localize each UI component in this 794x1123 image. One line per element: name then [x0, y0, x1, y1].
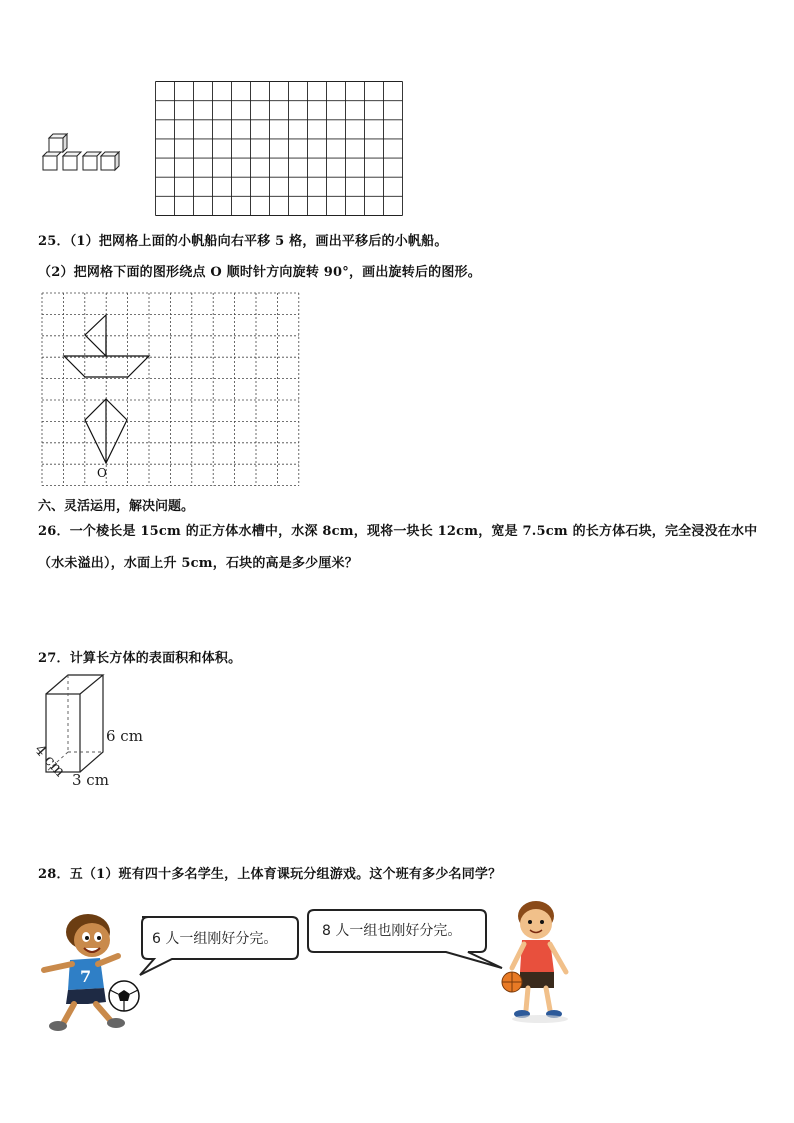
sailboat-shape: [64, 315, 149, 377]
kite-shape: [85, 399, 127, 463]
cube-stack-figure: [40, 128, 120, 176]
question-25-part2: （2）把网格下面的图形绕点 O 顺时针方向旋转 90°，画出旋转后的图形。: [38, 265, 481, 280]
height-label: 6 cm: [106, 727, 143, 745]
point-o-label: O: [97, 466, 107, 480]
left-speech-bubble-text: 6 人一组刚好分完。: [152, 931, 278, 947]
dotted-grid-figure[interactable]: [38, 290, 302, 490]
question-26-line2: （水未溢出），水面上升 5cm，石块的高是多少厘米？: [38, 556, 358, 571]
drawing-grid[interactable]: [155, 81, 403, 216]
width-label: 3 cm: [72, 771, 109, 789]
depth-label: 4 cm: [31, 740, 70, 781]
boy-basketball-illustration: [496, 898, 586, 1028]
question-28: 28．五（1）班有四十多名学生，上体育课玩分组游戏。这个班有多少名同学？: [38, 867, 502, 882]
question-26-line1: 26．一个棱长是 15cm 的正方体水槽中，水深 8cm，现将一块长 12cm，宽是 7.5cm 的长方体石块，完全浸没在水中: [38, 524, 758, 539]
question-27: 27．计算长方体的表面积和体积。: [38, 651, 242, 666]
question-25-part1: 25．（1）把网格上面的小帆船向右平移 5 格，画出平移后的小帆船。: [38, 234, 448, 249]
cuboid-figure: [28, 670, 158, 790]
section-6-title: 六、灵活运用，解决问题。: [38, 499, 195, 514]
jersey-number: 7: [80, 967, 92, 986]
right-speech-bubble-text: 8 人一组也刚好分完。: [322, 923, 462, 939]
